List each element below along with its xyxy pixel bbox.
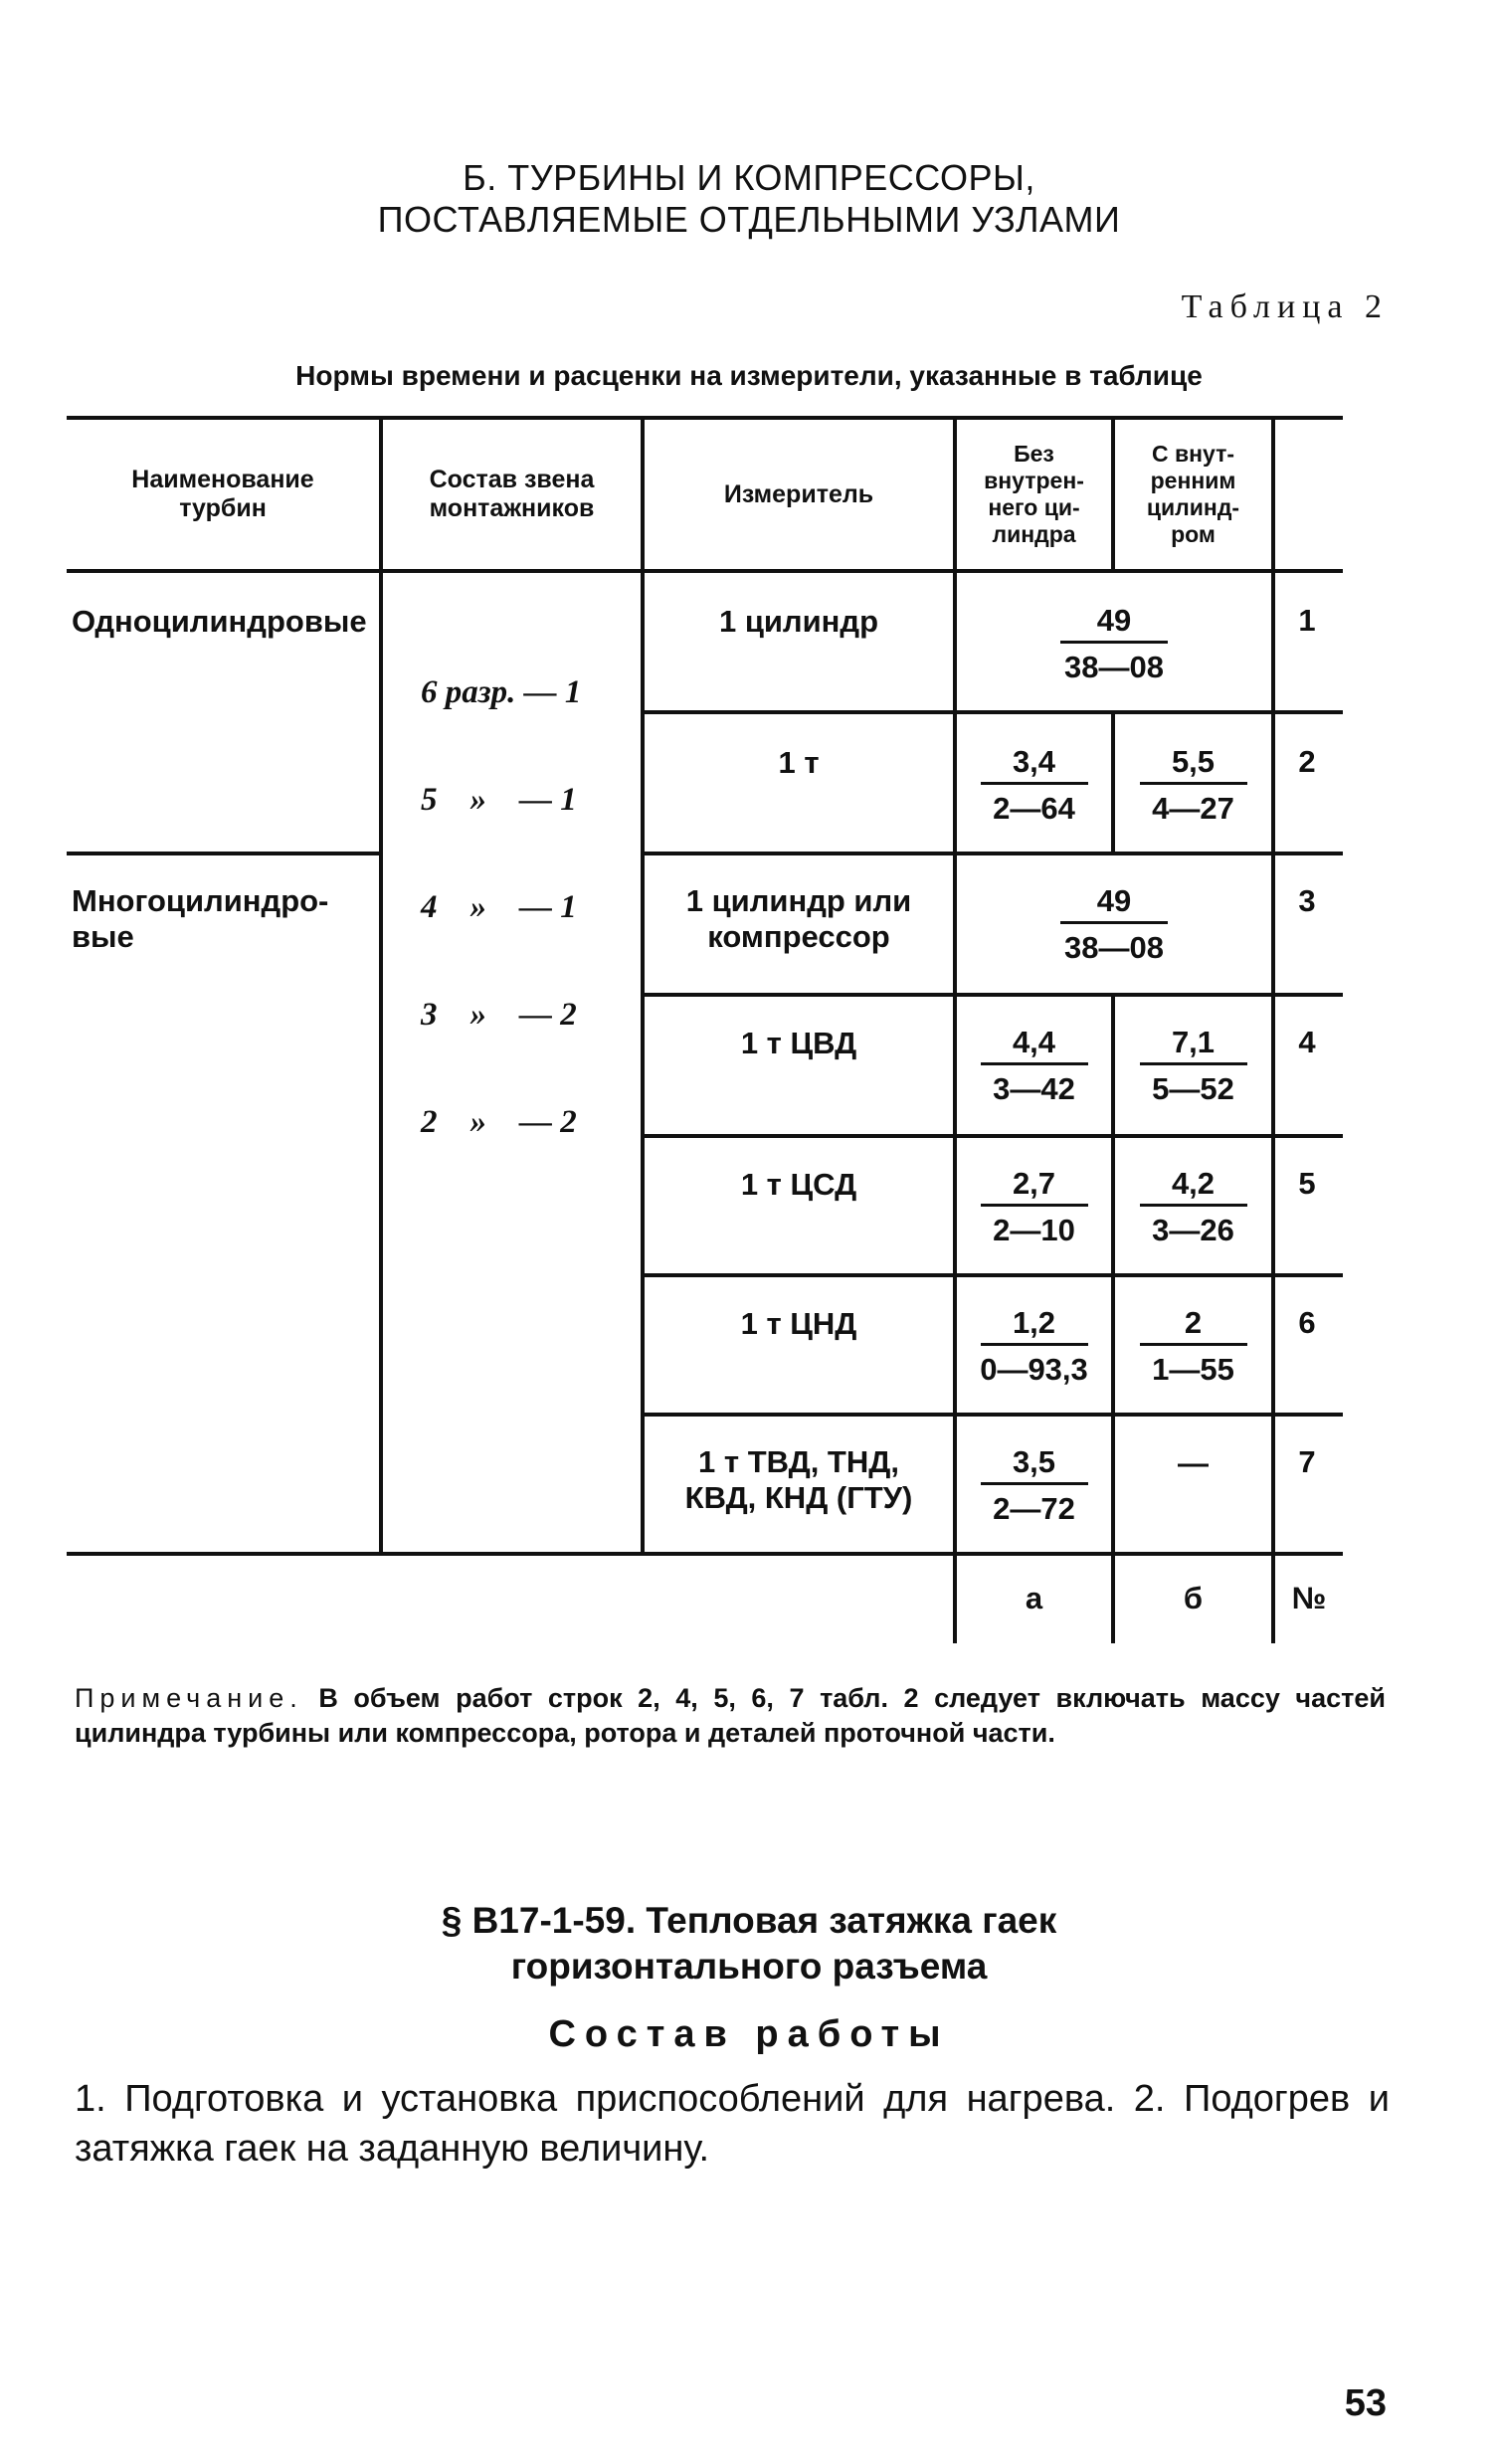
row-number-3: 3 bbox=[1298, 883, 1316, 918]
section-title-line-1: Б. ТУРБИНЫ И КОМПРЕССОРЫ, bbox=[463, 157, 1035, 198]
price: 4—27 bbox=[1152, 791, 1234, 826]
meter-row-6: 1 т ЦНД bbox=[740, 1306, 857, 1341]
fraction-bar bbox=[981, 1062, 1088, 1065]
meter-row-3 bbox=[645, 883, 953, 955]
row-number-7: 7 bbox=[1298, 1444, 1316, 1479]
meter-row-5: 1 т ЦСД bbox=[740, 1167, 857, 1202]
header-text: цилинд- bbox=[1146, 494, 1240, 520]
meter-line: 1 цилиндр или bbox=[685, 883, 912, 918]
row-rule-5 bbox=[641, 1273, 1343, 1277]
note-label: Примечание. bbox=[75, 1683, 303, 1713]
fraction-bar bbox=[1140, 1204, 1247, 1207]
header-text: С внут- bbox=[1151, 441, 1235, 467]
row-rule-6 bbox=[641, 1413, 1343, 1417]
row-rule-2 bbox=[641, 852, 1343, 855]
meter-line: 1 т ТВД, ТНД, bbox=[698, 1444, 899, 1479]
paragraph-title-line-1: § В17-1-59. Тепловая затяжка гаек bbox=[441, 1900, 1057, 1941]
section-title bbox=[0, 157, 1498, 241]
page-number: 53 bbox=[1344, 2382, 1387, 2424]
row-number-5: 5 bbox=[1298, 1166, 1316, 1201]
table-caption: Нормы времени и расценки на измерители, указанные в таблице bbox=[295, 360, 1203, 391]
norm-time: 1,2 bbox=[1012, 1305, 1056, 1340]
row-number-6: 6 bbox=[1298, 1305, 1316, 1340]
fraction-bar bbox=[1060, 641, 1168, 644]
meter-row-2: 1 т bbox=[778, 745, 820, 780]
rate-row-5-a bbox=[957, 1166, 1111, 1248]
rate-row-3-merged bbox=[957, 883, 1271, 966]
norm-time: 3,5 bbox=[1012, 1444, 1056, 1479]
norm-time: 2,7 bbox=[1012, 1166, 1056, 1201]
norm-time: 7,1 bbox=[1171, 1025, 1216, 1059]
fraction-bar bbox=[981, 1482, 1088, 1485]
group-multi-cylinder bbox=[72, 883, 328, 955]
header-without-cylinder bbox=[957, 420, 1111, 569]
crew-line: 4 » — 1 bbox=[421, 889, 577, 925]
col-line-1 bbox=[379, 416, 383, 1554]
col-line-5 bbox=[1271, 416, 1275, 1643]
crew-composition bbox=[421, 603, 581, 1212]
header-text: внутрен- bbox=[984, 468, 1084, 493]
header-crew bbox=[383, 420, 641, 569]
rate-row-7-b-dash: — bbox=[1178, 1445, 1209, 1480]
fraction-bar bbox=[1140, 782, 1247, 785]
group-name-line: вые bbox=[72, 919, 134, 954]
header-text: Без bbox=[1014, 441, 1054, 467]
meter-row-4: 1 т ЦВД bbox=[740, 1026, 857, 1060]
meter-line: КВД, КНД (ГТУ) bbox=[684, 1480, 913, 1515]
price: 2—72 bbox=[993, 1491, 1075, 1526]
price: 38—08 bbox=[1064, 930, 1164, 965]
footer-col-b: б bbox=[1183, 1581, 1204, 1615]
header-bottom-rule bbox=[67, 569, 1343, 573]
header-turbine-name bbox=[67, 420, 379, 569]
fraction-bar bbox=[981, 1343, 1088, 1346]
header-text: Состав звена bbox=[429, 466, 595, 493]
header-text: Измеритель bbox=[723, 479, 874, 508]
row-rule-1 bbox=[641, 710, 1343, 714]
table-bottom-rule bbox=[67, 1552, 1343, 1556]
norm-time: 5,5 bbox=[1171, 744, 1216, 779]
table-note bbox=[75, 1681, 1386, 1751]
price: 3—26 bbox=[1152, 1213, 1234, 1247]
meter-line: компрессор bbox=[707, 919, 890, 954]
rate-row-4-a bbox=[957, 1025, 1111, 1107]
crew-line: 3 » — 2 bbox=[421, 997, 577, 1033]
header-text: ренним bbox=[1150, 468, 1236, 493]
header-text: него ци- bbox=[988, 494, 1080, 520]
work-composition-title: Состав работы bbox=[548, 2013, 950, 2055]
fraction-bar bbox=[1060, 921, 1168, 924]
header-with-cylinder bbox=[1115, 420, 1271, 569]
rate-row-6-a bbox=[957, 1305, 1111, 1388]
fraction-bar bbox=[1140, 1062, 1247, 1065]
row-number-4: 4 bbox=[1298, 1025, 1316, 1059]
row-rule-3 bbox=[641, 993, 1343, 997]
meter-row-7 bbox=[645, 1444, 953, 1516]
rate-row-2-a bbox=[957, 744, 1111, 827]
price: 2—10 bbox=[993, 1213, 1075, 1247]
norm-time: 49 bbox=[1096, 603, 1132, 638]
rate-row-2-b bbox=[1115, 744, 1271, 827]
fraction-bar bbox=[981, 1204, 1088, 1207]
footer-col-no: № bbox=[1291, 1581, 1327, 1615]
section-title-line-2: ПОСТАВЛЯЕМЫЕ ОТДЕЛЬНЫМИ УЗЛАМИ bbox=[377, 199, 1121, 240]
rate-row-1-merged bbox=[957, 603, 1271, 685]
fraction-bar bbox=[981, 782, 1088, 785]
norm-time: 2 bbox=[1184, 1305, 1203, 1340]
rate-row-4-b bbox=[1115, 1025, 1271, 1107]
price: 0—93,3 bbox=[980, 1352, 1088, 1387]
row-rule-4 bbox=[641, 1134, 1343, 1138]
rate-row-5-b bbox=[1115, 1166, 1271, 1248]
header-text: турбин bbox=[179, 494, 267, 522]
header-text: линдра bbox=[992, 521, 1076, 547]
header-meter bbox=[645, 420, 953, 569]
paragraph-title-line-2: горизонтального разъема bbox=[510, 1946, 988, 1987]
row-number-2: 2 bbox=[1298, 744, 1316, 779]
crew-line: 2 » — 2 bbox=[421, 1104, 577, 1140]
header-text: монтажников bbox=[429, 494, 595, 522]
price: 2—64 bbox=[993, 791, 1075, 826]
price: 3—42 bbox=[993, 1071, 1075, 1106]
note-text: В объем работ строк 2, 4, 5, 6, 7 табл. 2 следует включать массу частей цилиндра турбины или компрессора, ротора и деталей проточной части. bbox=[75, 1683, 1386, 1748]
price: 5—52 bbox=[1152, 1071, 1234, 1106]
rate-row-7-a bbox=[957, 1444, 1111, 1527]
fraction-bar bbox=[1140, 1343, 1247, 1346]
crew-line: 5 » — 1 bbox=[421, 782, 577, 818]
price: 38—08 bbox=[1064, 650, 1164, 684]
norm-time: 3,4 bbox=[1012, 744, 1056, 779]
price: 1—55 bbox=[1152, 1352, 1234, 1387]
norm-time: 49 bbox=[1096, 883, 1132, 918]
norm-time: 4,2 bbox=[1171, 1166, 1216, 1201]
work-composition-text: 1. Подготовка и установка приспособлений для нагрева. 2. Подогрев и затяжка гаек на заданную величину. bbox=[75, 2078, 1390, 2170]
header-text: ром bbox=[1171, 521, 1216, 547]
group-rule bbox=[67, 852, 379, 855]
norm-time: 4,4 bbox=[1012, 1025, 1056, 1059]
norms-table bbox=[67, 416, 1343, 1643]
group-name-line: Многоцилиндро- bbox=[72, 883, 329, 918]
footer-col-a: а bbox=[1025, 1581, 1043, 1615]
crew-line: 6 разр. — 1 bbox=[421, 674, 582, 710]
paragraph-title bbox=[0, 1898, 1498, 1990]
group-single-cylinder: Одноцилиндровые bbox=[72, 604, 367, 639]
col-line-2 bbox=[641, 416, 645, 1554]
row-number-1: 1 bbox=[1298, 603, 1316, 638]
header-text: Наименование bbox=[131, 466, 314, 493]
table-label: Таблица 2 bbox=[1181, 288, 1389, 325]
rate-row-6-b bbox=[1115, 1305, 1271, 1388]
meter-row-1: 1 цилиндр bbox=[718, 604, 879, 639]
